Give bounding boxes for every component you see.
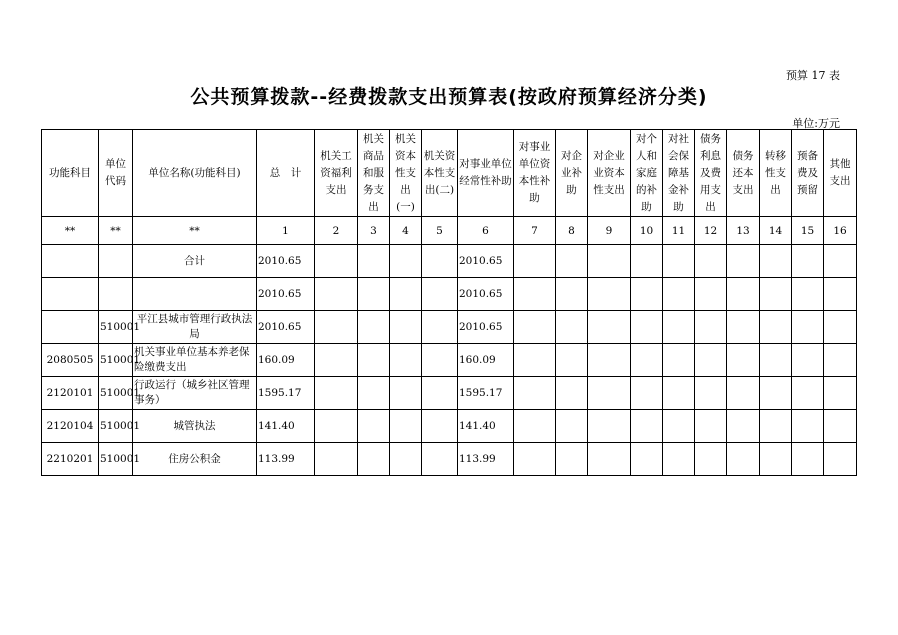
index-row bbox=[42, 217, 857, 245]
unit-code-cell: 510001 bbox=[99, 443, 133, 476]
col-header: 机关商品和服务支出 bbox=[358, 130, 390, 217]
unit-code-cell: 510001 bbox=[99, 377, 133, 410]
table-row bbox=[42, 245, 857, 278]
unit-name-cell: 合计 bbox=[133, 245, 257, 278]
col-header: 对事业单位经常性补助 bbox=[458, 130, 514, 217]
unit-name-cell: 住房公积金 bbox=[133, 443, 257, 476]
func-code-cell: 2120104 bbox=[42, 410, 99, 443]
total-cell: 141.40 bbox=[257, 410, 315, 443]
index-cell: 9 bbox=[588, 217, 631, 245]
unit-name-cell: 平江县城市管理行政执法局 bbox=[133, 311, 257, 344]
page-title: 公共预算拨款--经费拨款支出预算表(按政府预算经济分类) bbox=[190, 86, 708, 108]
unit-name-cell: 行政运行（城乡社区管理事务） bbox=[133, 377, 257, 410]
func-code-cell bbox=[42, 278, 99, 311]
func-code-cell bbox=[42, 311, 99, 344]
index-cell: ** bbox=[42, 217, 99, 245]
public-institution-subsidy-cell: 2010.65 bbox=[458, 278, 514, 311]
total-cell: 2010.65 bbox=[257, 311, 315, 344]
index-cell: 2 bbox=[315, 217, 358, 245]
col-header: 对社会保障基金补助 bbox=[663, 130, 695, 217]
col-header: 对事业单位资本性补助 bbox=[514, 130, 556, 217]
index-cell: 4 bbox=[390, 217, 422, 245]
unit-code-cell bbox=[99, 278, 133, 311]
index-cell: 16 bbox=[824, 217, 857, 245]
index-cell: 11 bbox=[663, 217, 695, 245]
index-cell: 10 bbox=[631, 217, 663, 245]
public-institution-subsidy-cell: 160.09 bbox=[458, 344, 514, 377]
total-cell: 1595.17 bbox=[257, 377, 315, 410]
col-header: 机关工资福利支出 bbox=[315, 130, 358, 217]
index-cell: ** bbox=[133, 217, 257, 245]
index-cell: 3 bbox=[358, 217, 390, 245]
total-cell: 160.09 bbox=[257, 344, 315, 377]
unit-label: 单位:万元 bbox=[792, 117, 840, 130]
col-header: 其他支出 bbox=[824, 130, 857, 217]
table-row bbox=[42, 410, 857, 443]
table-row bbox=[42, 278, 857, 311]
func-code-cell: 2080505 bbox=[42, 344, 99, 377]
total-cell: 2010.65 bbox=[257, 245, 315, 278]
unit-code-cell: 510001 bbox=[99, 344, 133, 377]
form-number: 预算 17 表 bbox=[786, 69, 840, 82]
col-header: 单位代码 bbox=[99, 130, 133, 217]
unit-code-cell bbox=[99, 245, 133, 278]
index-cell: 12 bbox=[695, 217, 727, 245]
table-row bbox=[42, 443, 857, 476]
index-cell: 1 bbox=[257, 217, 315, 245]
total-cell: 2010.65 bbox=[257, 278, 315, 311]
col-header: 机关资本性支出(一) bbox=[390, 130, 422, 217]
func-code-cell: 2210201 bbox=[42, 443, 99, 476]
index-cell: 6 bbox=[458, 217, 514, 245]
budget-table bbox=[41, 129, 857, 476]
index-cell: ** bbox=[99, 217, 133, 245]
index-cell: 8 bbox=[556, 217, 588, 245]
col-header: 债务还本支出 bbox=[727, 130, 760, 217]
public-institution-subsidy-cell: 141.40 bbox=[458, 410, 514, 443]
public-institution-subsidy-cell: 2010.65 bbox=[458, 245, 514, 278]
index-cell: 5 bbox=[422, 217, 458, 245]
col-header: 对企业业资本性支出 bbox=[588, 130, 631, 217]
public-institution-subsidy-cell: 1595.17 bbox=[458, 377, 514, 410]
index-cell: 7 bbox=[514, 217, 556, 245]
unit-name-cell: 城管执法 bbox=[133, 410, 257, 443]
index-cell: 15 bbox=[792, 217, 824, 245]
col-header: 债务利息及费用支出 bbox=[695, 130, 727, 217]
unit-name-cell: 机关事业单位基本养老保险缴费支出 bbox=[133, 344, 257, 377]
table-row bbox=[42, 311, 857, 344]
col-header: 转移性支出 bbox=[760, 130, 792, 217]
index-cell: 14 bbox=[760, 217, 792, 245]
public-institution-subsidy-cell: 113.99 bbox=[458, 443, 514, 476]
func-code-cell bbox=[42, 245, 99, 278]
unit-name-cell bbox=[133, 278, 257, 311]
col-header: 机关资本性支出(二) bbox=[422, 130, 458, 217]
total-cell: 113.99 bbox=[257, 443, 315, 476]
header-row bbox=[42, 130, 857, 217]
unit-code-cell: 510001 bbox=[99, 410, 133, 443]
public-institution-subsidy-cell: 2010.65 bbox=[458, 311, 514, 344]
col-header: 对企业补助 bbox=[556, 130, 588, 217]
col-header: 功能科目 bbox=[42, 130, 99, 217]
index-cell: 13 bbox=[727, 217, 760, 245]
table-row bbox=[42, 377, 857, 410]
func-code-cell: 2120101 bbox=[42, 377, 99, 410]
col-header: 对个人和家庭的补助 bbox=[631, 130, 663, 217]
col-header: 单位名称(功能科目) bbox=[133, 130, 257, 217]
unit-code-cell: 510001 bbox=[99, 311, 133, 344]
col-header: 预备费及预留 bbox=[792, 130, 824, 217]
col-header: 总 计 bbox=[257, 130, 315, 217]
table-row bbox=[42, 344, 857, 377]
